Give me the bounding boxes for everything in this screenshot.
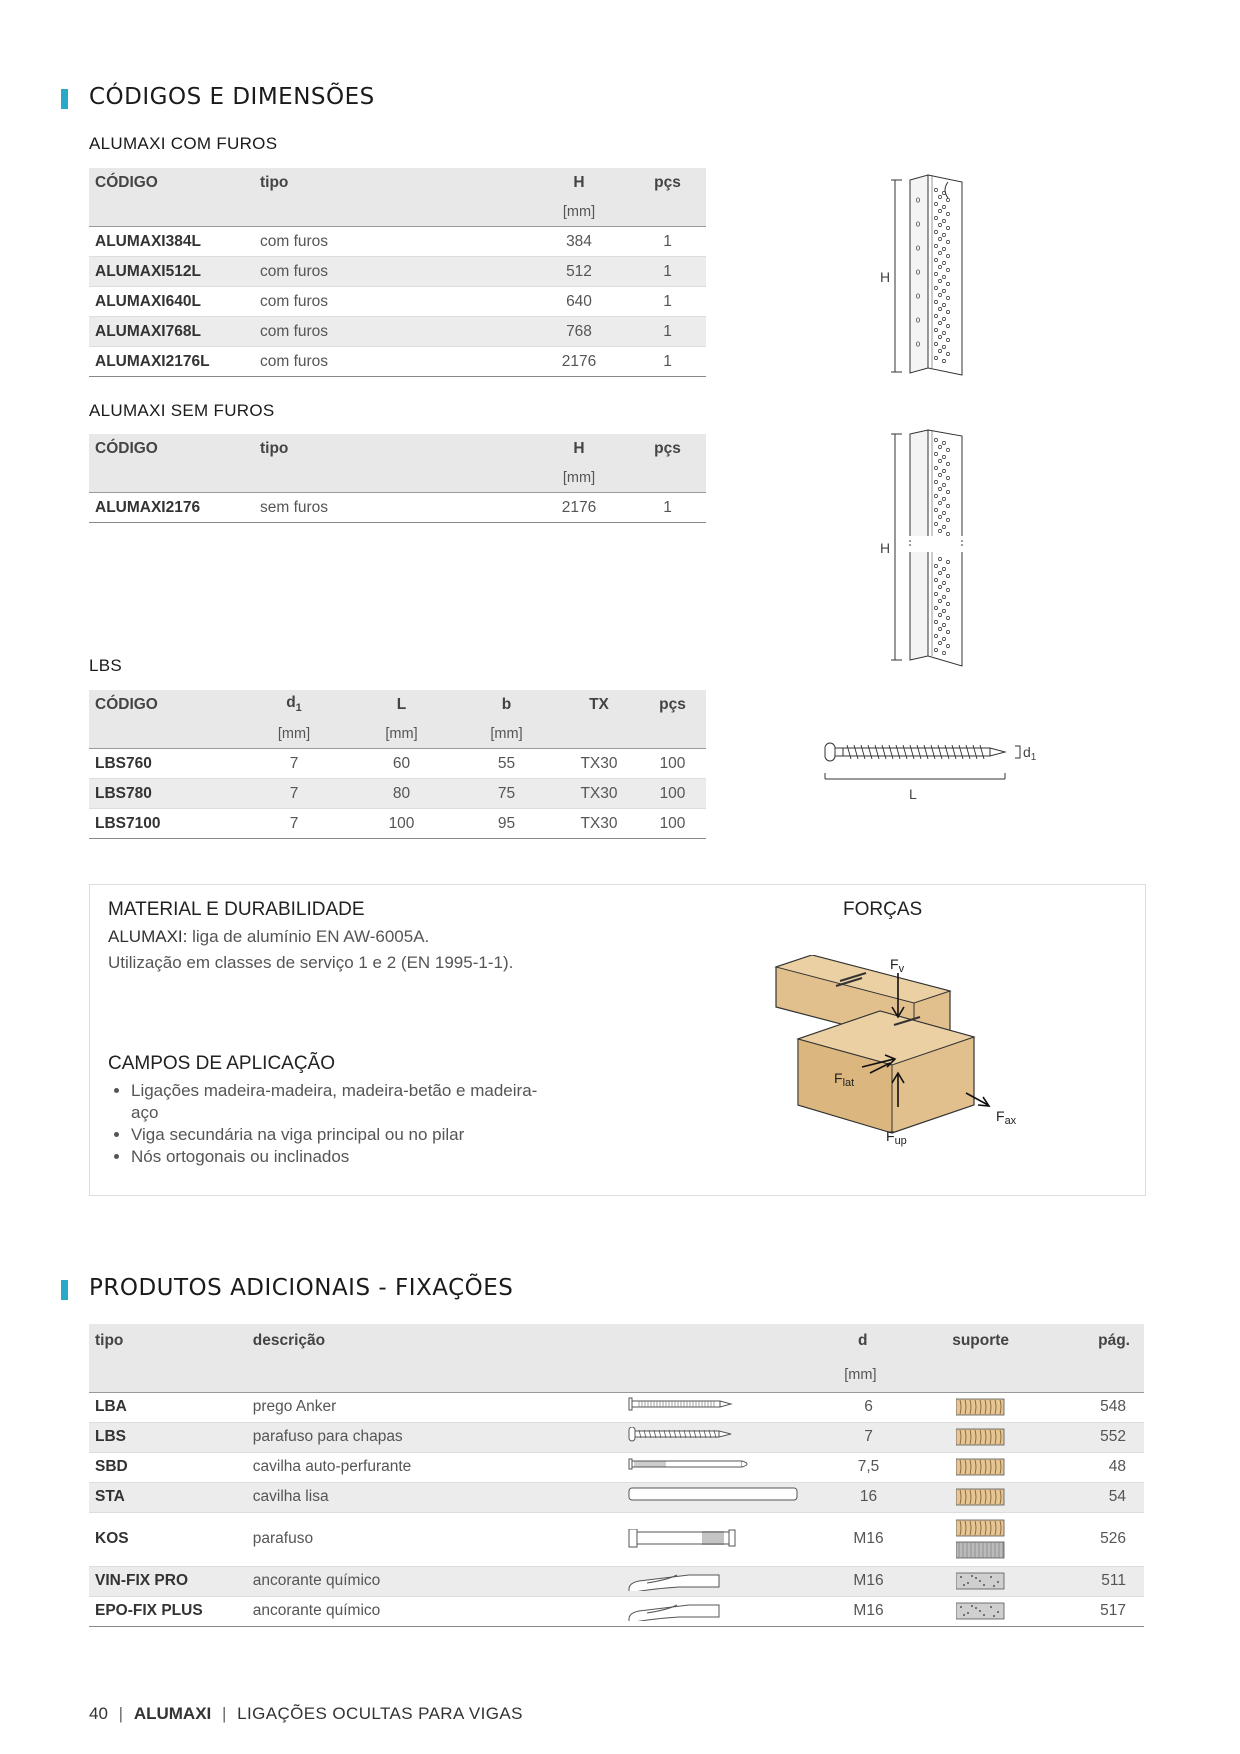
wood-support-icon <box>956 1428 1006 1446</box>
fixing-icon-cell <box>621 1512 895 1566</box>
table-cell: 768 <box>566 322 592 340</box>
table-cell: 2176 <box>561 498 597 516</box>
alumaxi-com-furos-drawing <box>870 170 980 380</box>
table-row <box>89 779 706 809</box>
support-cell <box>907 1392 1055 1422</box>
table-cell: 548 <box>1100 1398 1126 1415</box>
col-header: TX <box>589 695 609 713</box>
dim-h-label: H <box>880 269 891 285</box>
force-fv-label: $F_v$ <box>890 956 905 975</box>
wood-support-icon <box>956 1398 1006 1416</box>
table-cell: 1 <box>663 322 672 340</box>
fixing-icon-cell <box>621 1422 895 1452</box>
table-cell: TX30 <box>580 814 618 832</box>
material-line-1: ALUMAXI: liga de alumínio EN AW-6005A. <box>108 927 430 946</box>
table-cell: 16 <box>859 1488 878 1505</box>
table-cell: LBS780 <box>95 784 152 802</box>
page-number: 40 <box>89 1704 108 1723</box>
table-cell: EPO-FIX PLUS <box>95 1602 203 1619</box>
table-cell: 1 <box>663 498 672 516</box>
table-row <box>89 257 706 287</box>
col-header: L <box>396 695 407 713</box>
table-cell: 1 <box>663 292 672 310</box>
material-line-2: Utilização em classes de serviço 1 e 2 (EN 1995-1-1). <box>108 953 514 972</box>
material-title: MATERIAL E DURABILIDADE <box>108 899 365 920</box>
table-cell: SBD <box>95 1458 128 1475</box>
self-drilling-dowel-icon <box>627 1457 802 1477</box>
table-row <box>89 1512 1144 1566</box>
section-title-codigos: CÓDIGOS E DIMENSÕES <box>89 84 375 110</box>
section-title-produtos: PRODUTOS ADICIONAIS - FIXAÇÕES <box>89 1275 514 1301</box>
table-cell: 640 <box>566 292 592 310</box>
table-cell: LBS760 <box>95 754 152 772</box>
list-item: • Viga secundária na viga principal ou no pilar <box>131 1124 561 1146</box>
table-cell: com furos <box>260 322 329 340</box>
table-cell: 75 <box>497 784 516 802</box>
table-cell: ancorante químico <box>252 1572 381 1589</box>
dim-l-label: L <box>909 786 917 802</box>
wood-support-icon <box>956 1458 1006 1476</box>
dim-d1-label: $d_1$ <box>1023 744 1037 763</box>
table-cell: com furos <box>260 262 329 280</box>
bolt-icon <box>627 1529 802 1549</box>
col-header: CÓDIGO <box>95 173 158 191</box>
concrete-support-icon <box>956 1572 1006 1590</box>
table-row <box>89 809 706 839</box>
table-cell: TX30 <box>580 784 618 802</box>
col-header: descrição <box>252 1332 326 1349</box>
page-footer: 40 | ALUMAXI | LIGAÇÕES OCULTAS PARA VIGAS <box>89 1704 523 1723</box>
table-row <box>89 347 706 377</box>
col-header: pág. <box>1098 1332 1130 1349</box>
table-cell: 512 <box>566 262 592 280</box>
table-cell: 2176 <box>561 352 597 370</box>
support-cell <box>907 1452 1055 1482</box>
table-cell: ancorante químico <box>252 1602 381 1619</box>
table-lbs <box>89 690 706 839</box>
table-cell: ALUMAXI512L <box>95 262 201 280</box>
table-cell: 7 <box>289 814 299 832</box>
col-header: pçs <box>654 173 681 191</box>
table-row <box>89 287 706 317</box>
unit-label: [mm] <box>562 469 596 486</box>
table-row <box>89 493 706 523</box>
table-cell: 511 <box>1101 1572 1126 1589</box>
smooth-dowel-icon <box>627 1487 802 1507</box>
table-cell: 1 <box>663 232 672 250</box>
lbs-screw-drawing <box>815 735 1055 807</box>
table-row <box>89 1482 1144 1512</box>
col-header: CÓDIGO <box>95 439 158 457</box>
nail-icon <box>627 1397 802 1417</box>
table-cell: 7 <box>864 1428 873 1445</box>
fixing-icon-cell <box>621 1482 895 1512</box>
table-title-lbs: LBS <box>89 656 123 675</box>
table-alumaxi-sem-furos <box>89 434 706 523</box>
fixing-icon-cell <box>621 1566 895 1596</box>
unit-label: [mm] <box>562 203 596 220</box>
table-cell: M16 <box>853 1530 884 1547</box>
table-cell: VIN-FIX PRO <box>95 1572 189 1589</box>
table-cell: 7 <box>289 784 299 802</box>
table-cell: LBS <box>95 1428 126 1445</box>
col-header: pçs <box>659 695 686 713</box>
table-cell: STA <box>95 1488 125 1505</box>
campos-title: CAMPOS DE APLICAÇÃO <box>108 1053 336 1074</box>
table-cell: ALUMAXI640L <box>95 292 201 310</box>
forces-diagram <box>770 955 1040 1155</box>
table-cell: 60 <box>392 754 411 772</box>
dim-h-label: H <box>880 540 891 556</box>
fixing-icon-cell <box>621 1392 895 1422</box>
table-cell: ALUMAXI2176 <box>95 498 201 516</box>
footer-brand: ALUMAXI <box>133 1704 212 1723</box>
col-header: H <box>573 439 585 457</box>
list-item: • Ligações madeira-madeira, madeira-betão e madeira-aço <box>131 1080 561 1124</box>
forcas-title: FORÇAS <box>843 899 923 920</box>
concrete-support-icon <box>956 1602 1006 1620</box>
table-produtos-adicionais <box>89 1324 1144 1627</box>
table-cell: LBA <box>95 1398 127 1415</box>
table-cell: parafuso <box>252 1530 314 1547</box>
table-cell: parafuso para chapas <box>252 1428 403 1445</box>
table-cell: ALUMAXI384L <box>95 232 201 250</box>
table-cell: prego Anker <box>252 1398 337 1415</box>
force-fup-label: $F_{up}$ <box>886 1128 907 1147</box>
table-cell: 100 <box>659 784 686 802</box>
table-cell: 100 <box>659 754 686 772</box>
table-cell: 95 <box>497 814 516 832</box>
table-cell: 7,5 <box>857 1458 880 1475</box>
table-cell: 100 <box>388 814 415 832</box>
table-row <box>89 227 706 257</box>
col-header: CÓDIGO <box>95 695 158 713</box>
table-cell: M16 <box>853 1602 884 1619</box>
table-cell: 1 <box>663 262 672 280</box>
support-cell <box>907 1422 1055 1452</box>
table-cell: 6 <box>864 1398 873 1415</box>
table-cell: 100 <box>659 814 686 832</box>
table-cell: 526 <box>1100 1530 1126 1547</box>
unit-label: [mm] <box>490 725 523 742</box>
list-item: • Nós ortogonais ou inclinados <box>131 1146 561 1168</box>
table-cell: 1 <box>663 352 672 370</box>
table-cell: 54 <box>1108 1488 1126 1505</box>
table-cell: ALUMAXI768L <box>95 322 201 340</box>
col-header: tipo <box>260 173 289 191</box>
col-header: H <box>573 173 585 191</box>
support-cell <box>907 1596 1055 1626</box>
table-cell: 384 <box>566 232 592 250</box>
table-row <box>89 749 706 779</box>
col-header: pçs <box>654 439 681 457</box>
table-cell: LBS7100 <box>95 814 161 832</box>
fixing-icon-cell <box>621 1596 895 1626</box>
col-header: tipo <box>260 439 289 457</box>
table-cell: KOS <box>95 1530 129 1547</box>
alumaxi-sem-furos-drawing <box>870 428 980 668</box>
table-cell: 517 <box>1100 1602 1126 1619</box>
section-marker <box>61 89 68 109</box>
table-cell: 552 <box>1100 1428 1126 1445</box>
table-title-com-furos: ALUMAXI COM FUROS <box>89 134 278 153</box>
support-cell <box>907 1512 1055 1566</box>
section-marker <box>61 1280 68 1300</box>
table-row <box>89 317 706 347</box>
col-header: tipo <box>95 1332 124 1349</box>
wood-support-icon <box>956 1488 1006 1506</box>
unit-label: [mm] <box>277 725 311 742</box>
support-cell <box>907 1482 1055 1512</box>
table-cell: 55 <box>497 754 516 772</box>
table-cell: com furos <box>260 292 329 310</box>
table-row <box>89 1596 1144 1626</box>
table-cell: cavilha lisa <box>252 1488 329 1505</box>
table-row <box>89 1422 1144 1452</box>
chemical-anchor-icon <box>627 1601 802 1621</box>
chemical-anchor-icon <box>627 1571 802 1591</box>
col-header: suporte <box>952 1332 1010 1349</box>
table-row <box>89 1392 1144 1422</box>
force-flat-label: $F_{lat}$ <box>834 1070 855 1089</box>
table-cell: cavilha auto-perfurante <box>252 1458 412 1475</box>
table-cell: com furos <box>260 232 329 250</box>
table-row <box>89 1566 1144 1596</box>
force-fax-label: $F_{ax}$ <box>996 1108 1017 1127</box>
table-cell: M16 <box>853 1572 884 1589</box>
table-cell: sem furos <box>260 498 329 516</box>
unit-label: [mm] <box>385 725 418 742</box>
footer-title: LIGAÇÕES OCULTAS PARA VIGAS <box>237 1704 523 1723</box>
screw-icon <box>627 1427 802 1447</box>
fixing-icon-cell <box>621 1452 895 1482</box>
col-header-d1: $d_1$ <box>286 694 302 715</box>
col-header: b <box>501 695 512 713</box>
table-row <box>89 1452 1144 1482</box>
table-title-sem-furos: ALUMAXI SEM FUROS <box>89 401 275 420</box>
campos-list <box>108 1080 561 1168</box>
col-header: d <box>858 1332 868 1349</box>
table-cell: 80 <box>392 784 411 802</box>
table-cell: 48 <box>1108 1458 1126 1475</box>
wood-steel-support-icon <box>956 1519 1006 1559</box>
table-cell: com furos <box>260 352 329 370</box>
table-cell: 7 <box>289 754 299 772</box>
table-alumaxi-com-furos <box>89 168 706 377</box>
support-cell <box>907 1566 1055 1596</box>
unit-label: [mm] <box>844 1366 877 1383</box>
table-cell: ALUMAXI2176L <box>95 352 210 370</box>
table-cell: TX30 <box>580 754 618 772</box>
